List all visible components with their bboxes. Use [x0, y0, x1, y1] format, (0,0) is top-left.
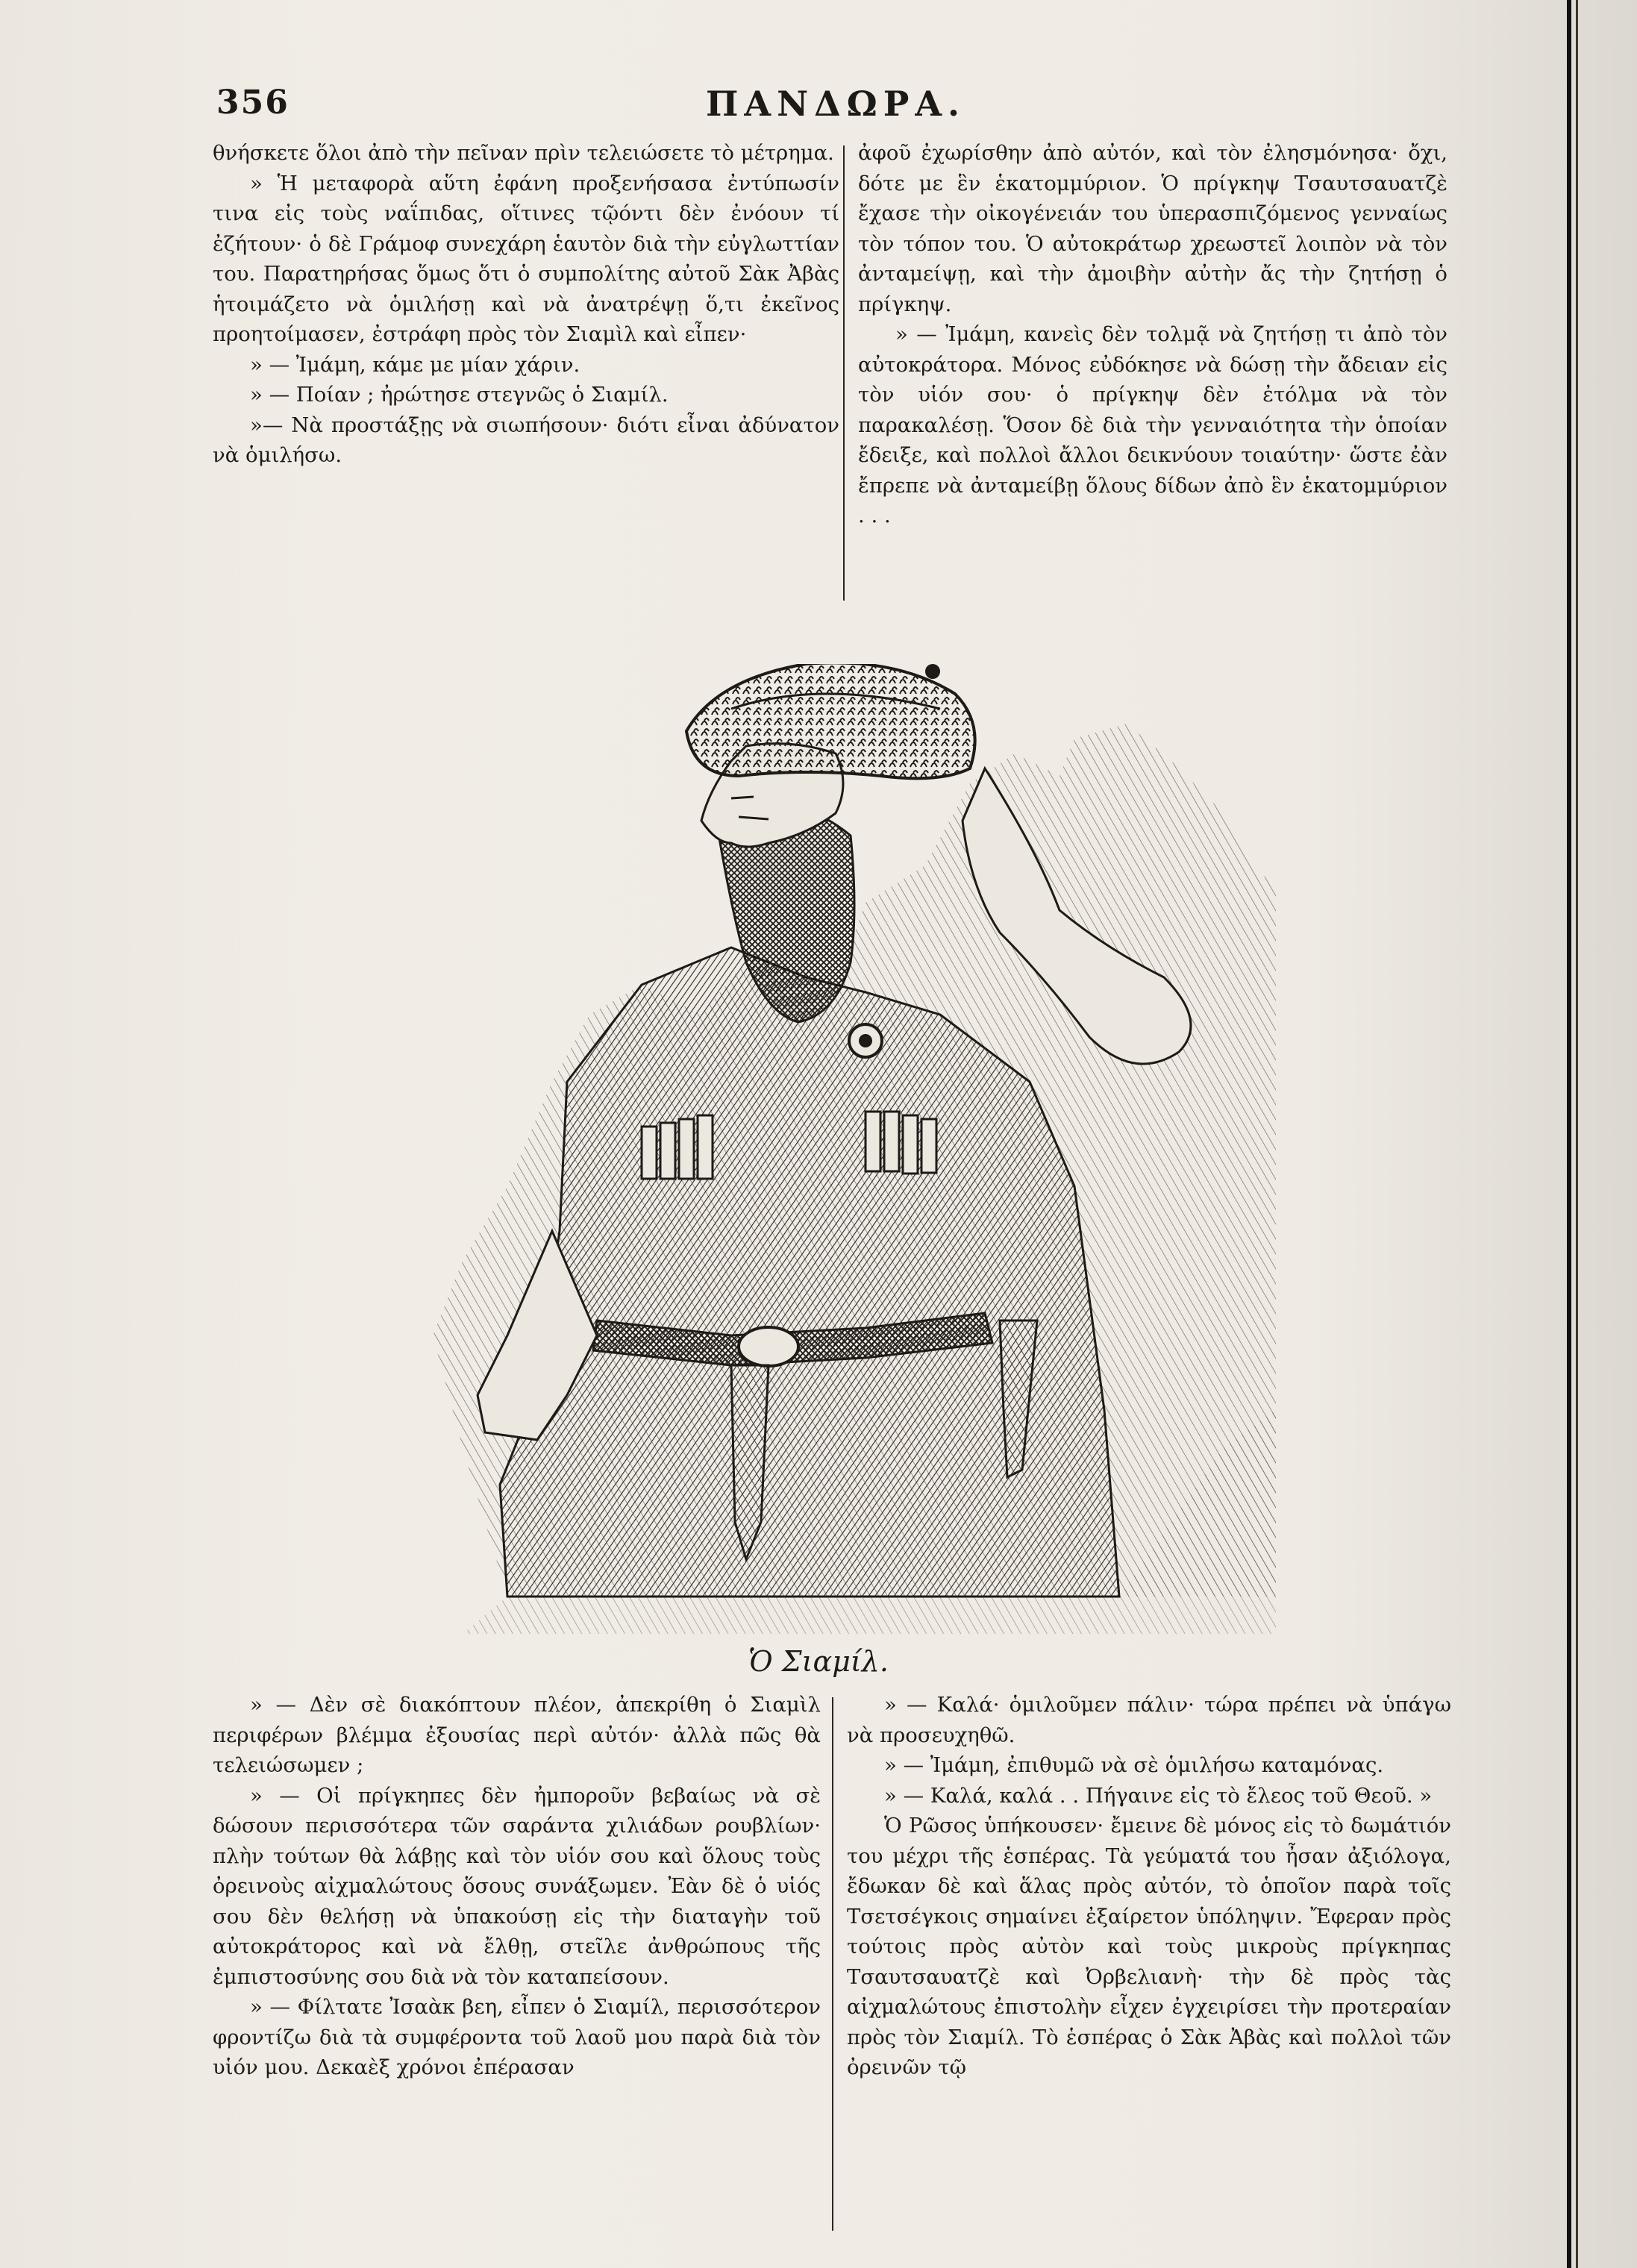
column-bottom-left	[213, 1690, 821, 2083]
column-top-right	[858, 138, 1447, 531]
paragraph: » — Καλά· ὁμιλοῦμεν πάλιν· τώρα πρέπει νὰ ὑπάγω νὰ προσευχηθῶ.	[847, 1693, 1451, 1747]
spine-edge	[1567, 0, 1571, 2268]
paragraph: θνήσκετε ὅλοι ἀπὸ τὴν πεῖναν πρὶν τελειώσετε τὸ μέτρημα.	[213, 141, 834, 165]
page-header	[216, 84, 1455, 128]
column-bottom-right	[847, 1690, 1451, 2083]
paragraph: » — Ἰμάμη, ἐπιθυμῶ νὰ σὲ ὁμιλήσω καταμόνας.	[884, 1753, 1384, 1777]
spine-edge-inner	[1576, 0, 1578, 2268]
column-rule-top	[843, 145, 845, 601]
column-top-left	[213, 138, 839, 471]
page-number: 356	[216, 84, 289, 122]
portrait-engraving-art	[418, 664, 1276, 1634]
column-rule-bottom	[832, 1697, 833, 2231]
paragraph: » — Ἰμάμη, κάμε με μίαν χάριν.	[250, 352, 580, 377]
paragraph: Ὁ Ρῶσος ὑπήκουσεν· ἔμεινε δὲ μόνος εἰς τὸ δωμάτιόν του μέχρι τῆς ἑσπέρας. Τὰ γεύματά του ἦσαν ἀξιόλογα, ἔδωκαν δὲ καὶ ἅλας πρὸς αὐτόν, τὸ ὁποῖον παρὰ τοῖς Τσετσέγκοις σημαίνει ἐξαίρετον ὑπόληψιν. Ἔφεραν πρὸς τούτοις πρὸς αὐτὸν καὶ τοὺς μικροὺς πρίγκηπας Τσαυτσαυατζὲ καὶ Ὀρβελιανὴ· τὴν δὲ πρὸς τὰς αἰχμαλώτους ἐπιστολὴν εἶχεν ἐγχειρίσει τὴν προτεραίαν πρὸς τὸν Σιαμίλ. Τὸ ἑσπέρας ὁ Σὰκ Ἀβὰς καὶ πολλοὶ τῶν ὀρεινῶν τῷ	[847, 1814, 1451, 2079]
portrait-engraving	[418, 664, 1276, 1634]
paragraph: » — Ποίαν ; ἠρώτησε στεγνῶς ὁ Σιαμίλ.	[250, 383, 669, 407]
paragraph: » — Οἱ πρίγκηπες δὲν ἠμποροῦν βεβαίως νὰ σὲ δώσουν περισσότερα τῶν σαράντα χιλιάδων ρουβλίων· πλὴν τούτων θὰ λάβῃς καὶ τὸν υἱόν σου καὶ ὅλους τοὺς ὀρεινοὺς αἰχμαλώτους ὅσους συνάξωμεν. Ἐὰν δὲ ὁ υἱός σου δὲν θελήσῃ νὰ ὑπακούσῃ εἰς τὴν διαταγὴν τοῦ αὐτοκράτορος καὶ νὰ ἔλθῃ, στεῖλε ἀνθρώπους τῆς ἐμπιστοσύνης σου διὰ νὰ τὸν καταπείσουν.	[213, 1783, 821, 1989]
paragraph: » Ἡ μεταφορὰ αὕτη ἐφάνη προξενήσασα ἐντύπωσίν τινα εἰς τοὺς ναΐπιδας, οἵτινες τῷόντι δὲν ἐνόουν τί ἐζήτουν· ὁ δὲ Γράμοφ συνεχάρη ἑαυτὸν διὰ τὴν εὐγλωττίαν του. Παρατηρήσας ὅμως ὅτι ὁ συμπολίτης αὐτοῦ Σὰκ Ἀβὰς ἡτοιμάζετο νὰ ὁμιλήσῃ καὶ νὰ ἀνατρέψῃ ὅ,τι ἐκεῖνος προητοίμασεν, ἐστράφη πρὸς τὸν Σιαμὶλ καὶ εἶπεν·	[213, 171, 839, 346]
paragraph: » — Δὲν σὲ διακόπτουν πλέον, ἀπεκρίθη ὁ Σιαμὶλ περιφέρων βλέμμα ἐξουσίας περὶ αὐτόν· ἀλλὰ πῶς θὰ τελειώσωμεν ;	[213, 1693, 821, 1777]
figure-caption: Ὁ Σιαμίλ.	[748, 1645, 889, 1678]
paragraph: ἀφοῦ ἐχωρίσθην ἀπὸ αὐτόν, καὶ τὸν ἐλησμόνησα· ὄχι, δότε με ἓν ἑκατομμύριον. Ὁ πρίγκηψ Τσαυτσαυατζὲ ἔχασε τὴν οἰκογένειάν του ὑπερασπιζόμενος γενναίως τὸν τόπον του. Ὁ αὐτοκράτωρ χρεωστεῖ λοιπὸν νὰ τὸν ἀνταμείψῃ, καὶ τὴν ἀμοιβὴν αὐτὴν ἄς τὴν ζητήσῃ ὁ πρίγκηψ.	[858, 141, 1447, 316]
paragraph: »— Νὰ προστάξῃς νὰ σιωπήσουν· διότι εἶναι ἀδύνατον νὰ ὁμιλήσω.	[213, 413, 839, 467]
paragraph: » — Καλά, καλά . . Πήγαινε εἰς τὸ ἔλεος τοῦ Θεοῦ. »	[884, 1783, 1433, 1808]
paragraph: » — Ἰμάμη, κανεὶς δὲν τολμᾷ νὰ ζητήσῃ τι ἀπὸ τὸν αὐτοκράτορα. Μόνος εὐδόκησε νὰ δώσῃ τὴν ἄδειαν εἰς τὸν υἱόν σου· ὁ πρίγκηψ δὲν ἐτόλμα νὰ τὸν παρακαλέσῃ. Ὅσον δὲ διὰ τὴν γενναιότητα τὴν ὁποίαν ἔδειξε, καὶ πολλοὶ ἄλλοι δεικνύουν τοιαύτην· ὥστε ἐὰν ἔπρεπε νὰ ἀνταμείβῃ ὅλους δίδων ἀπὸ ἓν ἑκατομμύριον . . .	[858, 322, 1447, 527]
running-head: ΠΑΝΔΩΡΑ.	[705, 84, 966, 124]
paragraph: » — Φίλτατε Ἰσαὰκ βεη, εἶπεν ὁ Σιαμίλ, περισσότερον φροντίζω διὰ τὰ συμφέροντα τοῦ λαοῦ μου παρὰ διὰ τὸν υἱόν μου. Δεκαὲξ χρόνοι ἐπέρασαν	[213, 1995, 821, 2079]
